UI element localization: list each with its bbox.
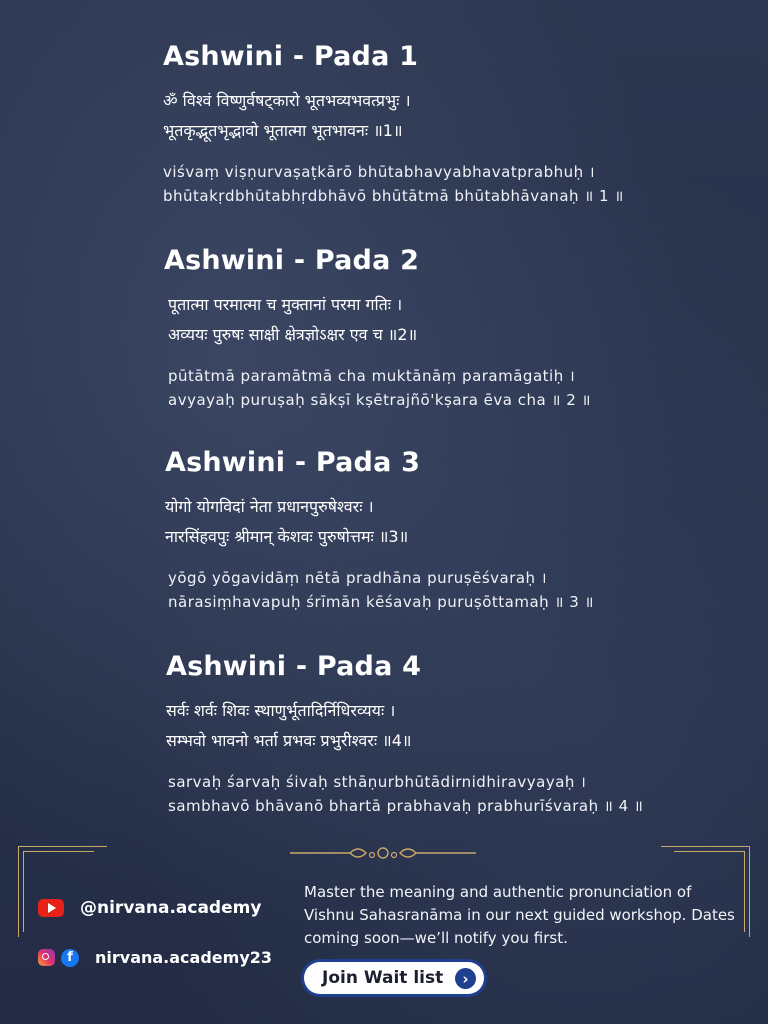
devanagari-line: सर्वः शर्वः शिवः स्थाणुर्भूतादिर्निधिरव्ययः । [166,701,396,720]
decorative-frame-left [18,846,107,937]
join-waitlist-button[interactable] [304,962,484,994]
instagram-icon[interactable] [38,949,55,966]
devanagari-line: पूतात्मा परमात्मा च मुक्तानां परमा गतिः । [168,295,403,314]
transliteration-line: avyayaḥ puruṣaḥ sākṣī kṣētrajñō'kṣara ēva cha ॥ 2 ॥ [168,391,592,409]
transliteration-verse [168,566,594,614]
transliteration-line: yōgō yōgavidāṃ nētā pradhāna puruṣēśvaraḥ । [168,569,548,587]
transliteration-verse [168,770,643,818]
transliteration-line: sambhavō bhāvanō bhartā prabhavaḥ prabhurīśvaraḥ ॥ 4 ॥ [168,797,644,815]
youtube-icon [38,899,64,917]
facebook-icon[interactable]: f [61,949,79,967]
devanagari-line: सम्भवो भावनो भर्ता प्रभवः प्रभुरीश्वरः ॥4॥ [166,731,412,750]
transliteration-verse [163,160,624,208]
workshop-promo-text: Master the meaning and authentic pronunciation of Vishnu Sahasranāma in our next guided workshop. Dates coming soon—we’ll notify you first. [304,883,735,947]
pada-title: Ashwini - Pada 3 [165,447,421,478]
devanagari-verse [166,696,643,756]
pada-section-4 [166,650,643,818]
devanagari-line: ॐ विश्वं विष्णुर्वषट्कारो भूतभव्यभवत्प्रभुः । [163,91,411,110]
pada-title: Ashwini - Pada 1 [163,41,419,72]
pada-title: Ashwini - Pada 4 [166,651,422,682]
devanagari-line: नारसिंहवपुः श्रीमान् केशवः पुरुषोत्तमः ॥3॥ [165,527,409,546]
social-links[interactable] [38,948,272,967]
pada-section-2 [164,244,591,412]
transliteration-line: sarvaḥ śarvaḥ śivaḥ sthāṇurbhūtādirnidhiravyayaḥ । [168,773,587,791]
devanagari-verse [168,290,591,350]
chevron-right-icon: › [455,968,476,989]
join-waitlist-label: Join Wait list [322,968,444,988]
devanagari-line: भूतकृद्भूतभृद्भावो भूतात्मा भूतभावनः ॥1॥ [163,121,403,140]
transliteration-verse [168,364,591,412]
ornamental-divider [288,843,478,863]
youtube-link[interactable] [38,898,261,918]
social-handle: nirvana.academy23 [95,948,273,967]
pada-title: Ashwini - Pada 2 [164,245,420,276]
devanagari-line: अव्ययः पुरुषः साक्षी क्षेत्रज्ञोऽक्षर एव च ॥2॥ [168,325,418,344]
devanagari-verse [163,86,624,146]
transliteration-line: nārasiṃhavapuḥ śrīmān kēśavaḥ puruṣōttamaḥ ॥ 3 ॥ [168,593,594,611]
transliteration-line: viśvaṃ viṣṇurvaṣaṭkārō bhūtabhavyabhavatprabhuḥ । [163,163,596,181]
transliteration-line: pūtātmā paramātmā cha muktānāṃ paramāgatiḥ । [168,367,576,385]
devanagari-line: योगो योगविदां नेता प्रधानपुरुषेश्वरः । [165,497,374,516]
youtube-handle: @nirvana.academy [80,898,262,918]
pada-section-1 [163,40,624,208]
transliteration-line: bhūtakṛdbhūtabhṛdbhāvō bhūtātmā bhūtabhāvanaḥ ॥ 1 ॥ [163,187,624,205]
devanagari-verse [165,492,594,552]
pada-section-3 [165,446,594,614]
